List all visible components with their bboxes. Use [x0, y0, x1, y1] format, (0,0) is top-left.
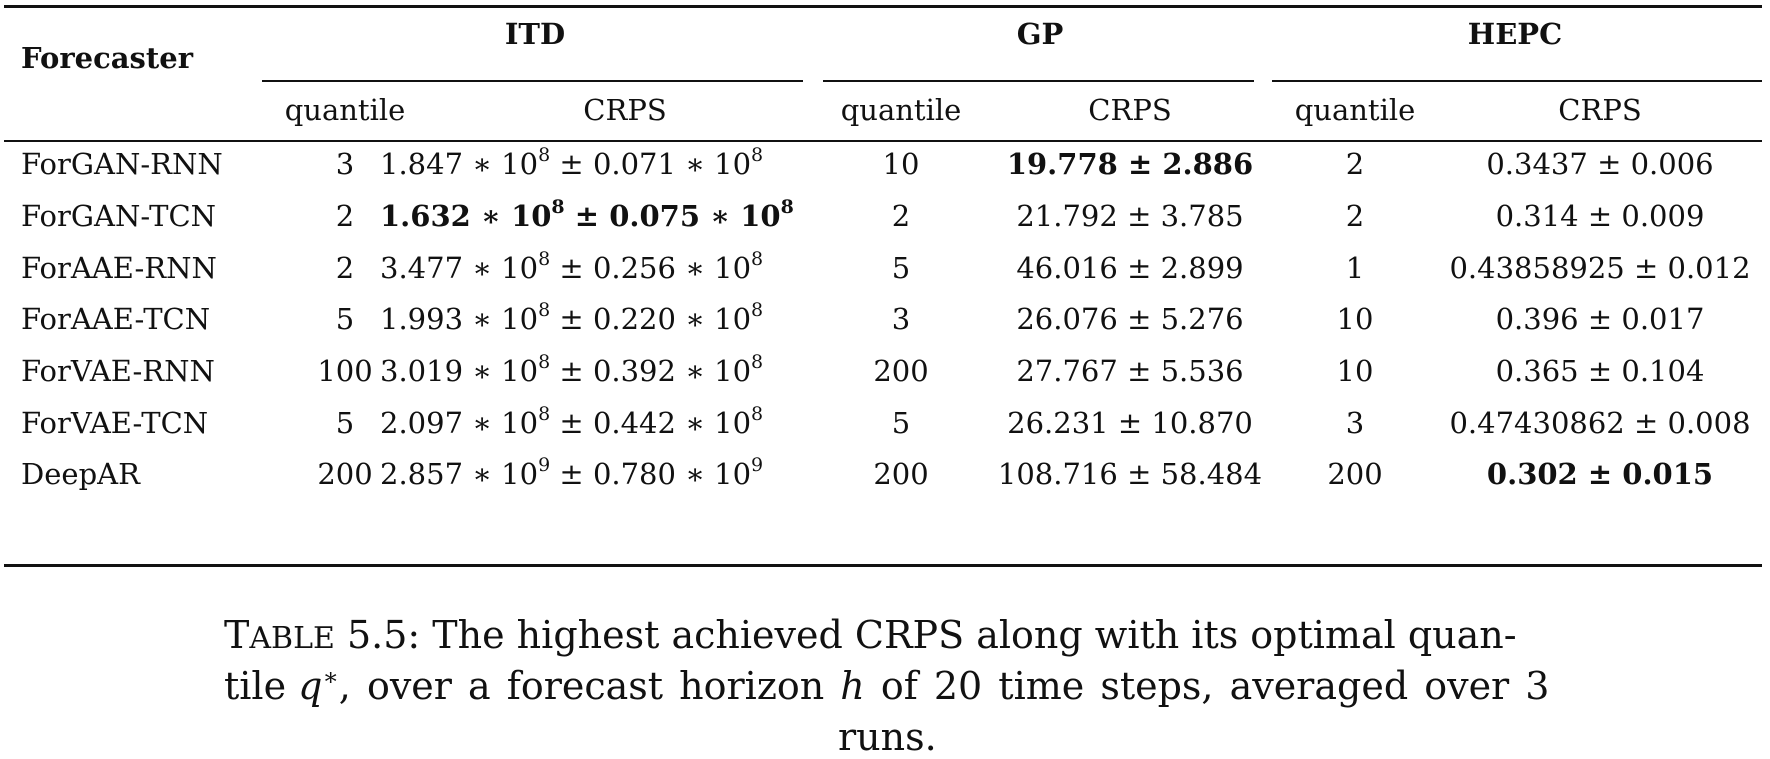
hepc-std: 0.015	[1622, 457, 1714, 491]
row-1-hepc-quantile: 2	[1345, 199, 1365, 233]
times-symbol: ∗	[480, 199, 501, 233]
times-symbol: ∗	[710, 199, 731, 233]
row-1-itd-crps: 1.632 ∗ $10^8 \pm 0.075$ ∗ $10^8$	[380, 196, 794, 233]
hepc-std: 0.008	[1667, 406, 1751, 440]
row-5-hepc-quantile: 3	[1345, 406, 1365, 440]
sub-header-hepc-crps: CRPS	[1558, 93, 1642, 127]
pm-symbol: ±	[1587, 457, 1613, 491]
pm-symbol: ±	[1633, 406, 1659, 440]
row-6-gp-crps	[990, 457, 1270, 491]
pm-symbol: ±	[1127, 251, 1152, 285]
caption-text-3: runs.	[838, 715, 937, 759]
row-6-forecaster: DeepAR	[21, 457, 140, 491]
mid-rule	[4, 140, 1762, 142]
row-2-itd-crps: 3.477 ∗ $10^8 \pm 0.256$ ∗ $10^8$	[380, 248, 764, 285]
caption-q-symbol: q	[298, 664, 323, 708]
caption-line-3	[838, 715, 937, 759]
pm-symbol: ±	[1117, 406, 1143, 440]
caption-text-2a: tile	[224, 664, 299, 708]
caption-line-2	[224, 663, 1550, 708]
sub-header-hepc-quantile: quantile	[1294, 93, 1416, 127]
times-symbol: ∗	[472, 457, 492, 491]
row-3-forecaster: ForAAE-TCN	[21, 302, 211, 336]
row-3-gp-crps	[990, 302, 1270, 336]
row-4-gp-crps	[990, 354, 1270, 388]
row-5-gp-quantile: 5	[891, 406, 911, 440]
itd-exponent: 8	[751, 299, 764, 321]
row-0-itd-quantile: 3	[335, 147, 355, 181]
times-symbol: ∗	[472, 251, 492, 285]
itd-mean: 2.097	[380, 406, 464, 440]
row-4-itd-crps: 3.019 ∗ $10^8 \pm 0.392$ ∗ $10^8$	[380, 351, 764, 388]
gp-mean: 27.767	[1016, 354, 1118, 388]
caption-text-1: 5.5: The highest achieved CRPS along with its optimal quan-	[334, 613, 1517, 657]
hepc-cmidrule	[1272, 80, 1762, 82]
gp-std: 2.886	[1162, 147, 1254, 181]
row-4-gp-quantile: 200	[873, 354, 929, 388]
row-3-gp-quantile: 3	[891, 302, 911, 336]
hepc-std: 0.012	[1667, 251, 1751, 285]
itd-std: 0.780	[592, 457, 676, 491]
pm-symbol: ±	[1587, 302, 1613, 336]
row-5-forecaster: ForVAE-TCN	[21, 406, 209, 440]
gp-cmidrule	[823, 80, 1254, 82]
itd-exponent: 8	[538, 144, 551, 166]
gp-std: 10.870	[1151, 406, 1253, 440]
gp-mean: 21.792	[1016, 199, 1118, 233]
row-5-itd-quantile: 5	[335, 406, 355, 440]
row-6-hepc-quantile: 200	[1327, 457, 1383, 491]
hepc-mean: 0.3437	[1486, 147, 1588, 181]
gp-std: 5.276	[1160, 302, 1244, 336]
group-header-hepc: HEPC	[1467, 17, 1563, 51]
times-symbol: ∗	[472, 147, 492, 181]
gp-mean: 108.716	[997, 457, 1118, 491]
pm-symbol: ±	[1633, 251, 1659, 285]
pm-symbol: ±	[1587, 199, 1613, 233]
row-0-hepc-quantile: 2	[1345, 147, 1365, 181]
pm-symbol: ±	[1127, 302, 1152, 336]
times-symbol: ∗	[685, 406, 705, 440]
row-4-forecaster: ForVAE-RNN	[21, 354, 215, 388]
times-symbol: ∗	[685, 302, 705, 336]
row-3-hepc-quantile: 10	[1336, 302, 1374, 336]
row-1-itd-quantile: 2	[335, 199, 355, 233]
sub-header-itd-crps: CRPS	[583, 93, 667, 127]
row-6-hepc-crps	[1440, 457, 1760, 491]
sub-header-gp-crps: CRPS	[1088, 93, 1172, 127]
caption-star: ∗	[322, 663, 339, 691]
hepc-mean: 0.396	[1495, 302, 1579, 336]
itd-exponent: 9	[538, 454, 551, 476]
itd-exponent: 8	[538, 403, 551, 425]
row-5-hepc-crps	[1440, 406, 1760, 440]
hepc-std: 0.017	[1621, 302, 1705, 336]
hepc-std: 0.006	[1630, 147, 1714, 181]
pm-symbol: ±	[1127, 457, 1152, 491]
hepc-mean: 0.43858925	[1449, 251, 1625, 285]
times-symbol: ∗	[685, 251, 705, 285]
itd-std: 0.256	[592, 251, 676, 285]
row-5-gp-crps	[990, 406, 1270, 440]
itd-std: 0.392	[592, 354, 676, 388]
times-symbol: ∗	[472, 406, 492, 440]
times-symbol: ∗	[685, 147, 705, 181]
gp-std: 58.484	[1160, 457, 1263, 491]
row-2-forecaster: ForAAE-RNN	[21, 251, 217, 285]
caption-table-able: ABLE	[249, 621, 335, 656]
row-0-gp-crps	[990, 147, 1270, 181]
pm-symbol: ±	[1127, 147, 1153, 181]
itd-exponent: 8	[538, 248, 551, 270]
pm-symbol: ±	[1127, 199, 1152, 233]
itd-mean: 3.019	[380, 354, 464, 388]
row-1-gp-quantile: 2	[891, 199, 911, 233]
pm-symbol: ±	[559, 457, 584, 491]
caption-table-T: T	[224, 613, 250, 657]
sub-header-gp-quantile: quantile	[840, 93, 962, 127]
caption-h-symbol: h	[840, 664, 865, 708]
row-6-itd-quantile: 200	[317, 457, 373, 491]
itd-std: 0.220	[592, 302, 676, 336]
gp-std: 3.785	[1160, 199, 1244, 233]
pm-symbol: ±	[559, 147, 584, 181]
gp-mean: 46.016	[1016, 251, 1118, 285]
group-header-gp: GP	[1016, 17, 1064, 51]
itd-std: 0.075	[609, 199, 700, 233]
itd-std: 0.442	[592, 406, 676, 440]
row-0-forecaster: ForGAN-RNN	[21, 147, 223, 181]
pm-symbol: ±	[1597, 147, 1622, 181]
hepc-mean: 0.365	[1495, 354, 1579, 388]
pm-symbol: ±	[574, 199, 600, 233]
itd-exponent: 8	[538, 351, 551, 373]
row-6-gp-quantile: 200	[873, 457, 929, 491]
row-2-itd-quantile: 2	[335, 251, 355, 285]
gp-mean: 19.778	[1006, 147, 1118, 181]
row-2-gp-crps	[990, 251, 1270, 285]
row-1-forecaster: ForGAN-TCN	[21, 199, 217, 233]
caption-text-2b: , over a forecast horizon	[338, 664, 841, 708]
row-1-hepc-crps	[1440, 199, 1760, 233]
itd-exponent: 8	[538, 299, 551, 321]
hepc-mean: 0.47430862	[1449, 406, 1625, 440]
itd-exponent: 8	[751, 403, 764, 425]
gp-mean: 26.076	[1016, 302, 1118, 336]
row-3-itd-crps: 1.993 ∗ $10^8 \pm 0.220$ ∗ $10^8$	[380, 299, 764, 336]
pm-symbol: ±	[559, 406, 584, 440]
col-header-forecaster: Forecaster	[21, 41, 193, 75]
itd-exponent: 8	[780, 196, 794, 218]
itd-exponent: 8	[751, 351, 764, 373]
row-4-hepc-quantile: 10	[1336, 354, 1374, 388]
row-0-hepc-crps	[1440, 147, 1760, 181]
row-5-itd-crps: 2.097 ∗ $10^8 \pm 0.442$ ∗ $10^8$	[380, 403, 764, 440]
row-6-itd-crps: 2.857 ∗ $10^9 \pm 0.780$ ∗ $10^9$	[380, 454, 764, 491]
pm-symbol: ±	[559, 302, 584, 336]
sub-header-itd-quantile: quantile	[284, 93, 406, 127]
hepc-std: 0.104	[1621, 354, 1705, 388]
hepc-mean: 0.314	[1495, 199, 1579, 233]
pm-symbol: ±	[559, 251, 584, 285]
row-3-itd-quantile: 5	[335, 302, 355, 336]
itd-exponent: 8	[751, 248, 764, 270]
top-rule	[4, 5, 1762, 8]
times-symbol: ∗	[472, 354, 492, 388]
caption-text-2c: of 20 time steps, averaged over 3	[864, 664, 1550, 708]
itd-exponent: 8	[551, 196, 565, 218]
gp-mean: 26.231	[1007, 406, 1109, 440]
hepc-std: 0.009	[1621, 199, 1705, 233]
itd-mean: 1.993	[380, 302, 464, 336]
pm-symbol: ±	[559, 354, 584, 388]
row-0-itd-crps: 1.847 ∗ $10^8 \pm 0.071$ ∗ $10^8$	[380, 144, 764, 181]
itd-std: 0.071	[592, 147, 676, 181]
itd-mean: 1.847	[380, 147, 464, 181]
row-2-gp-quantile: 5	[891, 251, 911, 285]
times-symbol: ∗	[472, 302, 492, 336]
bottom-rule	[4, 564, 1762, 567]
itd-exponent: 9	[751, 454, 764, 476]
row-3-hepc-crps	[1440, 302, 1760, 336]
group-header-itd: ITD	[504, 17, 566, 51]
row-2-hepc-quantile: 1	[1345, 251, 1365, 285]
row-4-itd-quantile: 100	[317, 354, 373, 388]
row-1-gp-crps	[990, 199, 1270, 233]
gp-std: 5.536	[1160, 354, 1244, 388]
itd-mean: 3.477	[380, 251, 464, 285]
gp-std: 2.899	[1160, 251, 1244, 285]
itd-cmidrule	[262, 80, 803, 82]
caption-line-1	[224, 613, 1517, 657]
itd-exponent: 8	[751, 144, 764, 166]
pm-symbol: ±	[1127, 354, 1152, 388]
row-0-gp-quantile: 10	[882, 147, 920, 181]
pm-symbol: ±	[1587, 354, 1613, 388]
times-symbol: ∗	[685, 354, 705, 388]
hepc-mean: 0.302	[1486, 457, 1578, 491]
itd-mean: 2.857	[380, 457, 464, 491]
itd-mean: 1.632	[380, 199, 471, 233]
times-symbol: ∗	[685, 457, 705, 491]
row-2-hepc-crps	[1440, 251, 1760, 285]
row-4-hepc-crps	[1440, 354, 1760, 388]
